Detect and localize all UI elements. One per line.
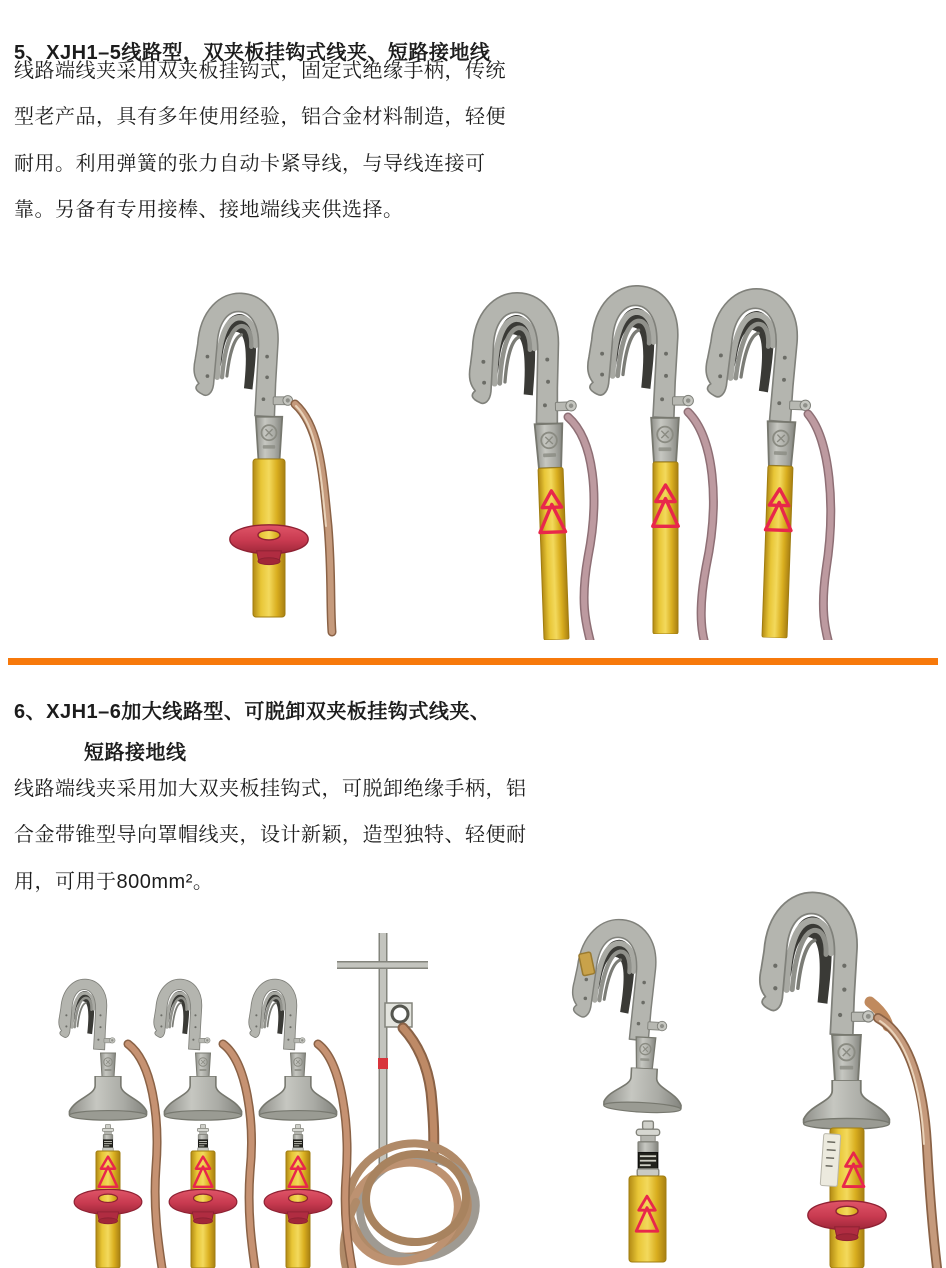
section-5-body-line: 型老产品，具有多年使用经验，铝合金材料制造，轻便: [14, 106, 506, 129]
ground-rod-icon: [337, 933, 434, 1170]
single-hook-clamp-icon: [160, 276, 355, 641]
photo-single-hook-clamp: [160, 276, 355, 641]
section-6-body: [14, 766, 527, 905]
three-hook-clamps-icon: [448, 272, 876, 640]
section-5-body-line: 耐用。利用弹簧的张力自动卡紧导线，与导线连接可: [14, 152, 486, 175]
section-5-body: [14, 48, 506, 234]
section-6-heading: [14, 692, 490, 774]
section-6-body-line: 合金带锥型导向罩帽线夹，设计新颖，造型独特、轻便耐: [14, 824, 527, 847]
section-6-body-line: 用，可用于800mm²。: [14, 870, 214, 893]
coiled-cable-icon: [334, 1128, 482, 1268]
photo-cone-clamps-rod-cable: [12, 902, 482, 1268]
large-hook-clamp-icon: [718, 884, 946, 1268]
section-6-heading-line1: 6、XJH1–6加大线路型、可脱卸双夹板挂钩式线夹、: [14, 701, 491, 723]
photo-three-hook-clamps: [448, 272, 876, 640]
photo-large-hook-clamp: [718, 884, 946, 1268]
section-5-heading: 5、XJH1–5线路型，双夹板挂钩式线夹、短路接地线: [14, 41, 491, 64]
section-5-body-line: 靠。另备有专用接棒、接地端线夹供选择。: [14, 199, 404, 222]
section-divider: [8, 658, 938, 665]
photo-detachable-clamp: [545, 908, 713, 1268]
section-6-heading-line2: 短路接地线: [84, 742, 187, 764]
section-6-body-line: 线路端线夹采用加大双夹板挂钩式，可脱卸绝缘手柄，铝: [14, 778, 527, 800]
cone-clamps-rod-cable-icon: [12, 902, 482, 1268]
detachable-clamp-icon: [545, 908, 713, 1268]
section-5-body-line: 线路端线夹采用双夹板挂钩式，固定式绝缘手柄，传统: [14, 60, 506, 82]
